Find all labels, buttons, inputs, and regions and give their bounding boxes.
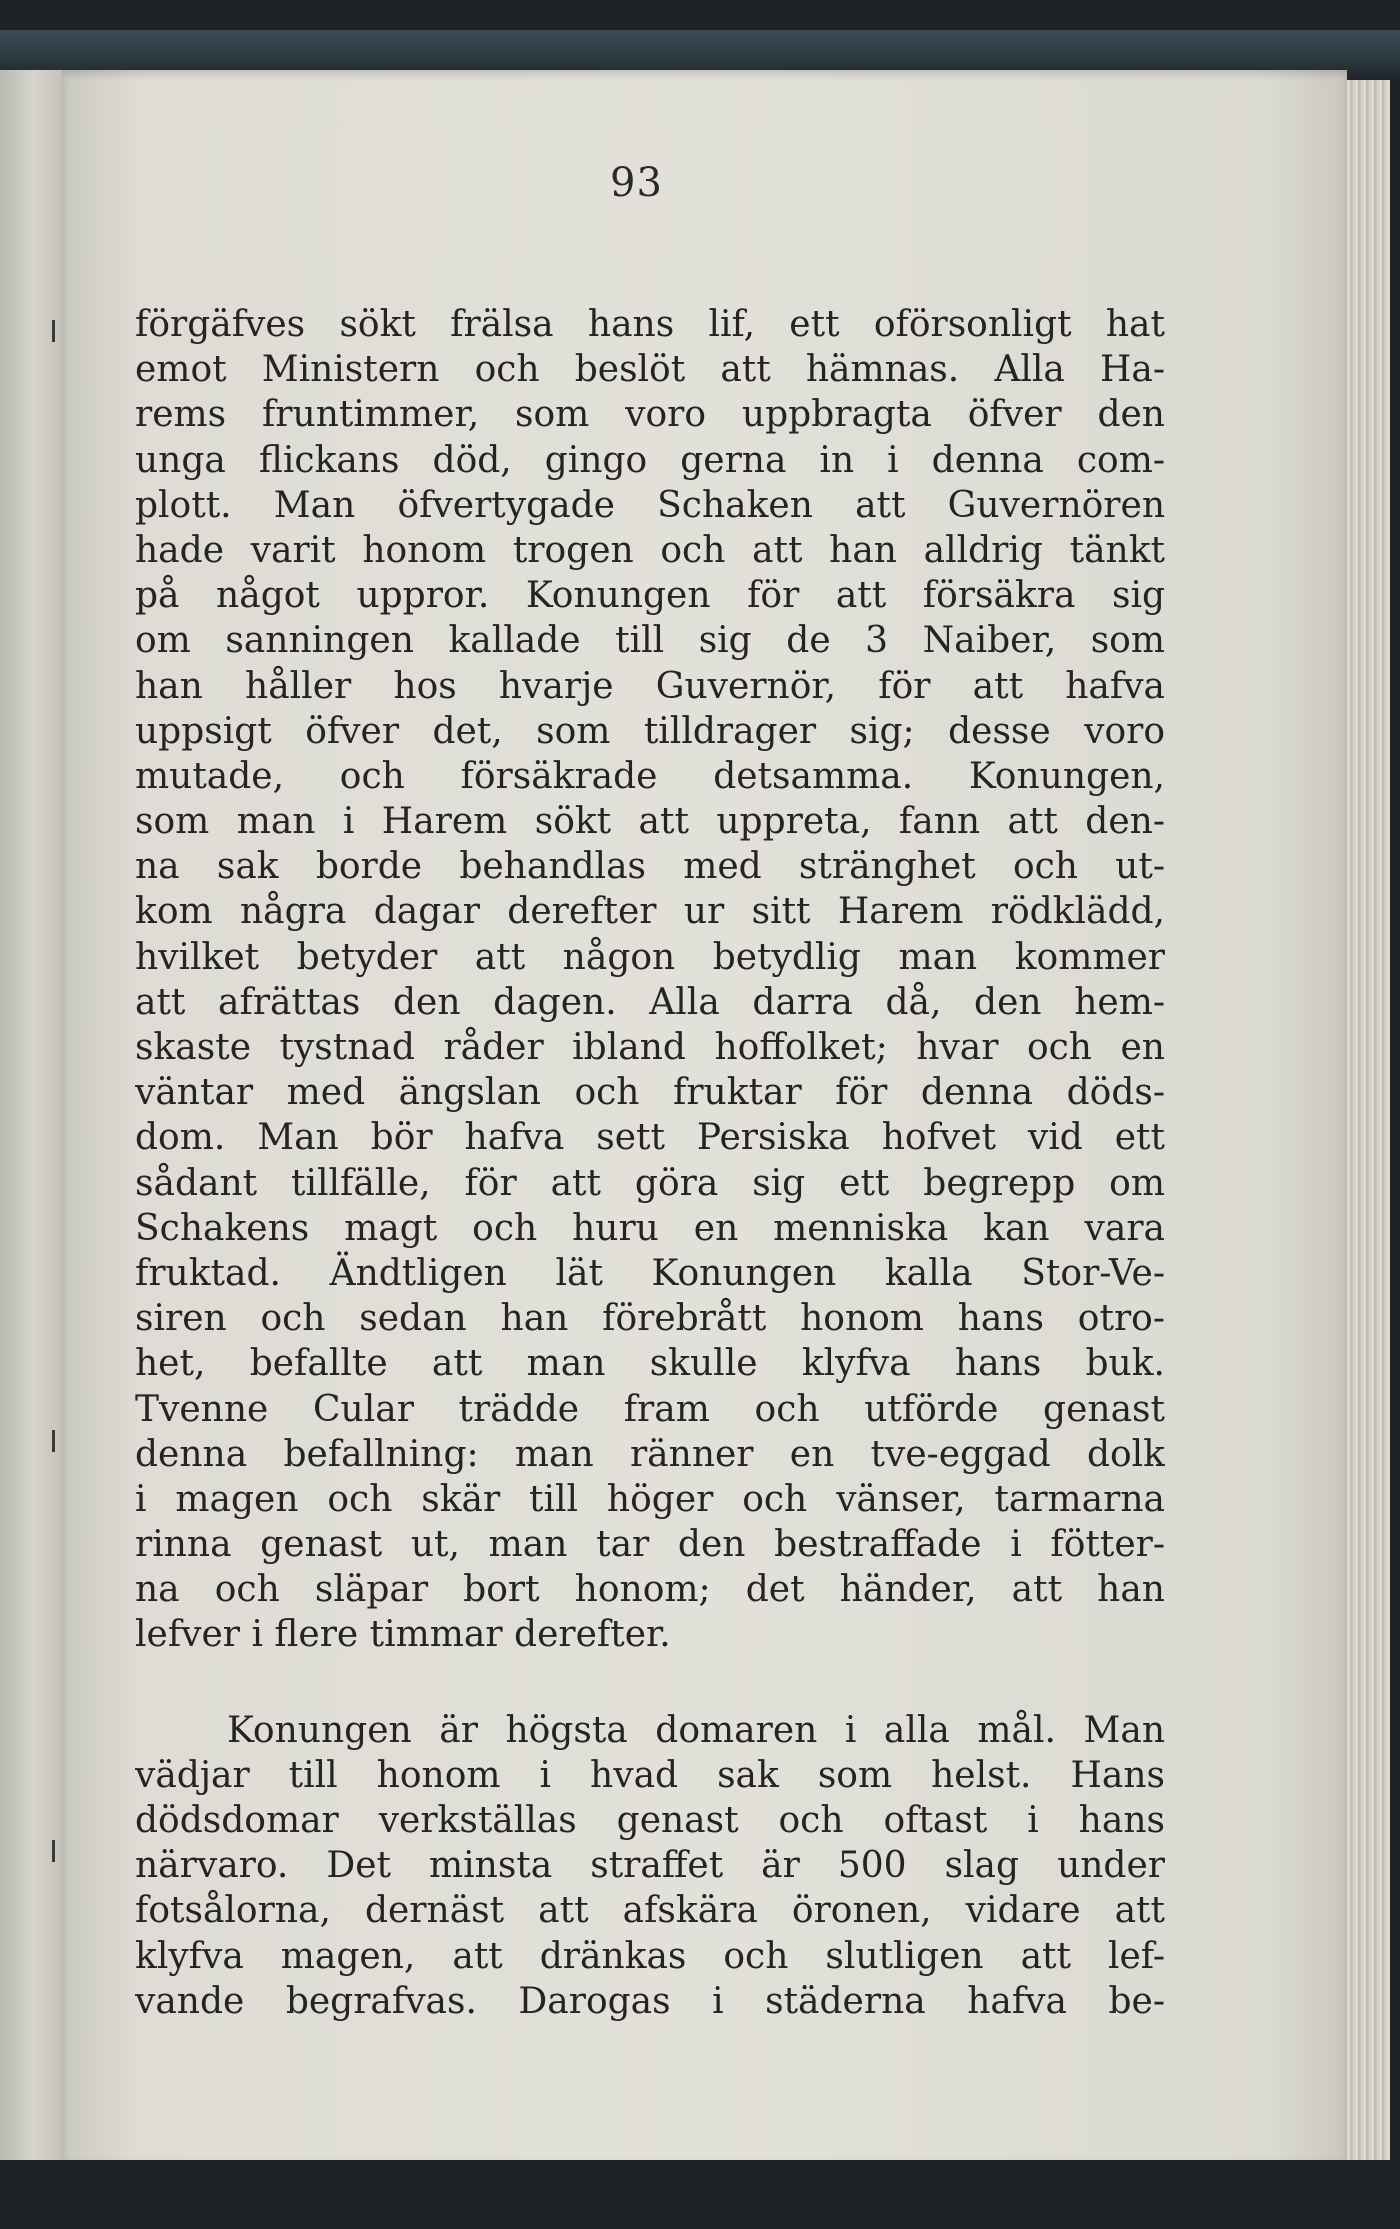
text-line: unga flickans död, gingo gerna in i denna com- <box>135 439 1165 481</box>
text-line: het, befallte att man skulle klyfva hans buk. <box>135 1343 1165 1385</box>
paragraph-2 <box>135 1708 1165 2024</box>
text-line: att afrättas den dagen. Alla darra då, den hem- <box>135 981 1165 1023</box>
text-line: i magen och skär till höger och vänser, tarmarna <box>135 1478 1165 1520</box>
text-line: vädjar till honom i hvad sak som helst. Hans <box>135 1754 1165 1796</box>
text-line: plott. Man öfvertygade Schaken att Guvernören <box>135 484 1165 526</box>
text-line: han håller hos hvarje Guvernör, för att hafva <box>135 665 1165 707</box>
text-line: rems fruntimmer, som voro uppbragta öfver den <box>135 394 1165 436</box>
text-line: fruktad. Ändtligen lät Konungen kalla Stor-Ve- <box>135 1252 1165 1294</box>
text-line: på något uppror. Konungen för att försäkra sig <box>135 575 1165 617</box>
text-line: närvaro. Det minsta straffet är 500 slag under <box>135 1845 1165 1887</box>
margin-mark <box>52 1840 55 1862</box>
text-line: hade varit honom trogen och att han alldrig tänkt <box>135 529 1165 571</box>
margin-mark <box>52 1430 55 1452</box>
text-line: uppsigt öfver det, som tilldrager sig; desse voro <box>135 710 1165 752</box>
text-line: Konungen är högsta domaren i alla mål. Man <box>227 1709 1165 1751</box>
paragraph-1 <box>135 302 1165 1658</box>
text-line: sådant tillfälle, för att göra sig ett begrepp om <box>135 1162 1165 1204</box>
text-line: Tvenne Cular trädde fram och utförde genast <box>135 1388 1165 1430</box>
text-line: na sak borde behandlas med stränghet och ut- <box>135 846 1165 888</box>
text-line: siren och sedan han förebrått honom hans otro- <box>135 1298 1165 1340</box>
text-line: Schakens magt och huru en menniska kan vara <box>135 1207 1165 1249</box>
text-line: som man i Harem sökt att uppreta, fann att den- <box>135 801 1165 843</box>
text-line: mutade, och försäkrade detsamma. Konungen, <box>135 755 1165 797</box>
text-line: förgäfves sökt frälsa hans lif, ett oförsonligt hat <box>135 304 1165 345</box>
margin-mark <box>52 320 55 342</box>
text-line: väntar med ängslan och fruktar för denna döds- <box>135 1072 1165 1114</box>
page-text <box>135 302 1165 2024</box>
text-line: vande begrafvas. Darogas i städerna hafva be- <box>135 1980 1165 2022</box>
text-line: kom några dagar derefter ur sitt Harem rödklädd, <box>135 891 1165 933</box>
text-line: rinna genast ut, man tar den bestraffade i fötter- <box>135 1524 1165 1566</box>
paragraph-gap <box>135 1658 1165 1708</box>
text-line: skaste tystnad råder ibland hoffolket; hvar och en <box>135 1027 1165 1068</box>
text-line: klyfva magen, att dränkas och slutligen att lef- <box>135 1935 1165 1977</box>
text-line: fotsålorna, dernäst att afskära öronen, vidare att <box>135 1890 1165 1932</box>
text-line: denna befallning: man ränner en tve-eggad dolk <box>135 1433 1165 1475</box>
text-line: dom. Man bör hafva sett Persiska hofvet vid ett <box>135 1117 1165 1159</box>
text-line: na och släpar bort honom; det händer, att han <box>135 1569 1165 1611</box>
page-number: 93 <box>610 160 663 206</box>
text-line: hvilket betyder att någon betydlig man kommer <box>135 936 1165 978</box>
text-line: lefver i flere timmar derefter. <box>135 1614 671 1656</box>
text-line: om sanningen kallade till sig de 3 Naiber, som <box>135 620 1165 662</box>
text-line: dödsdomar verkställas genast och oftast i hans <box>135 1800 1165 1841</box>
text-line: emot Ministern och beslöt att hämnas. Alla Ha- <box>135 349 1165 391</box>
